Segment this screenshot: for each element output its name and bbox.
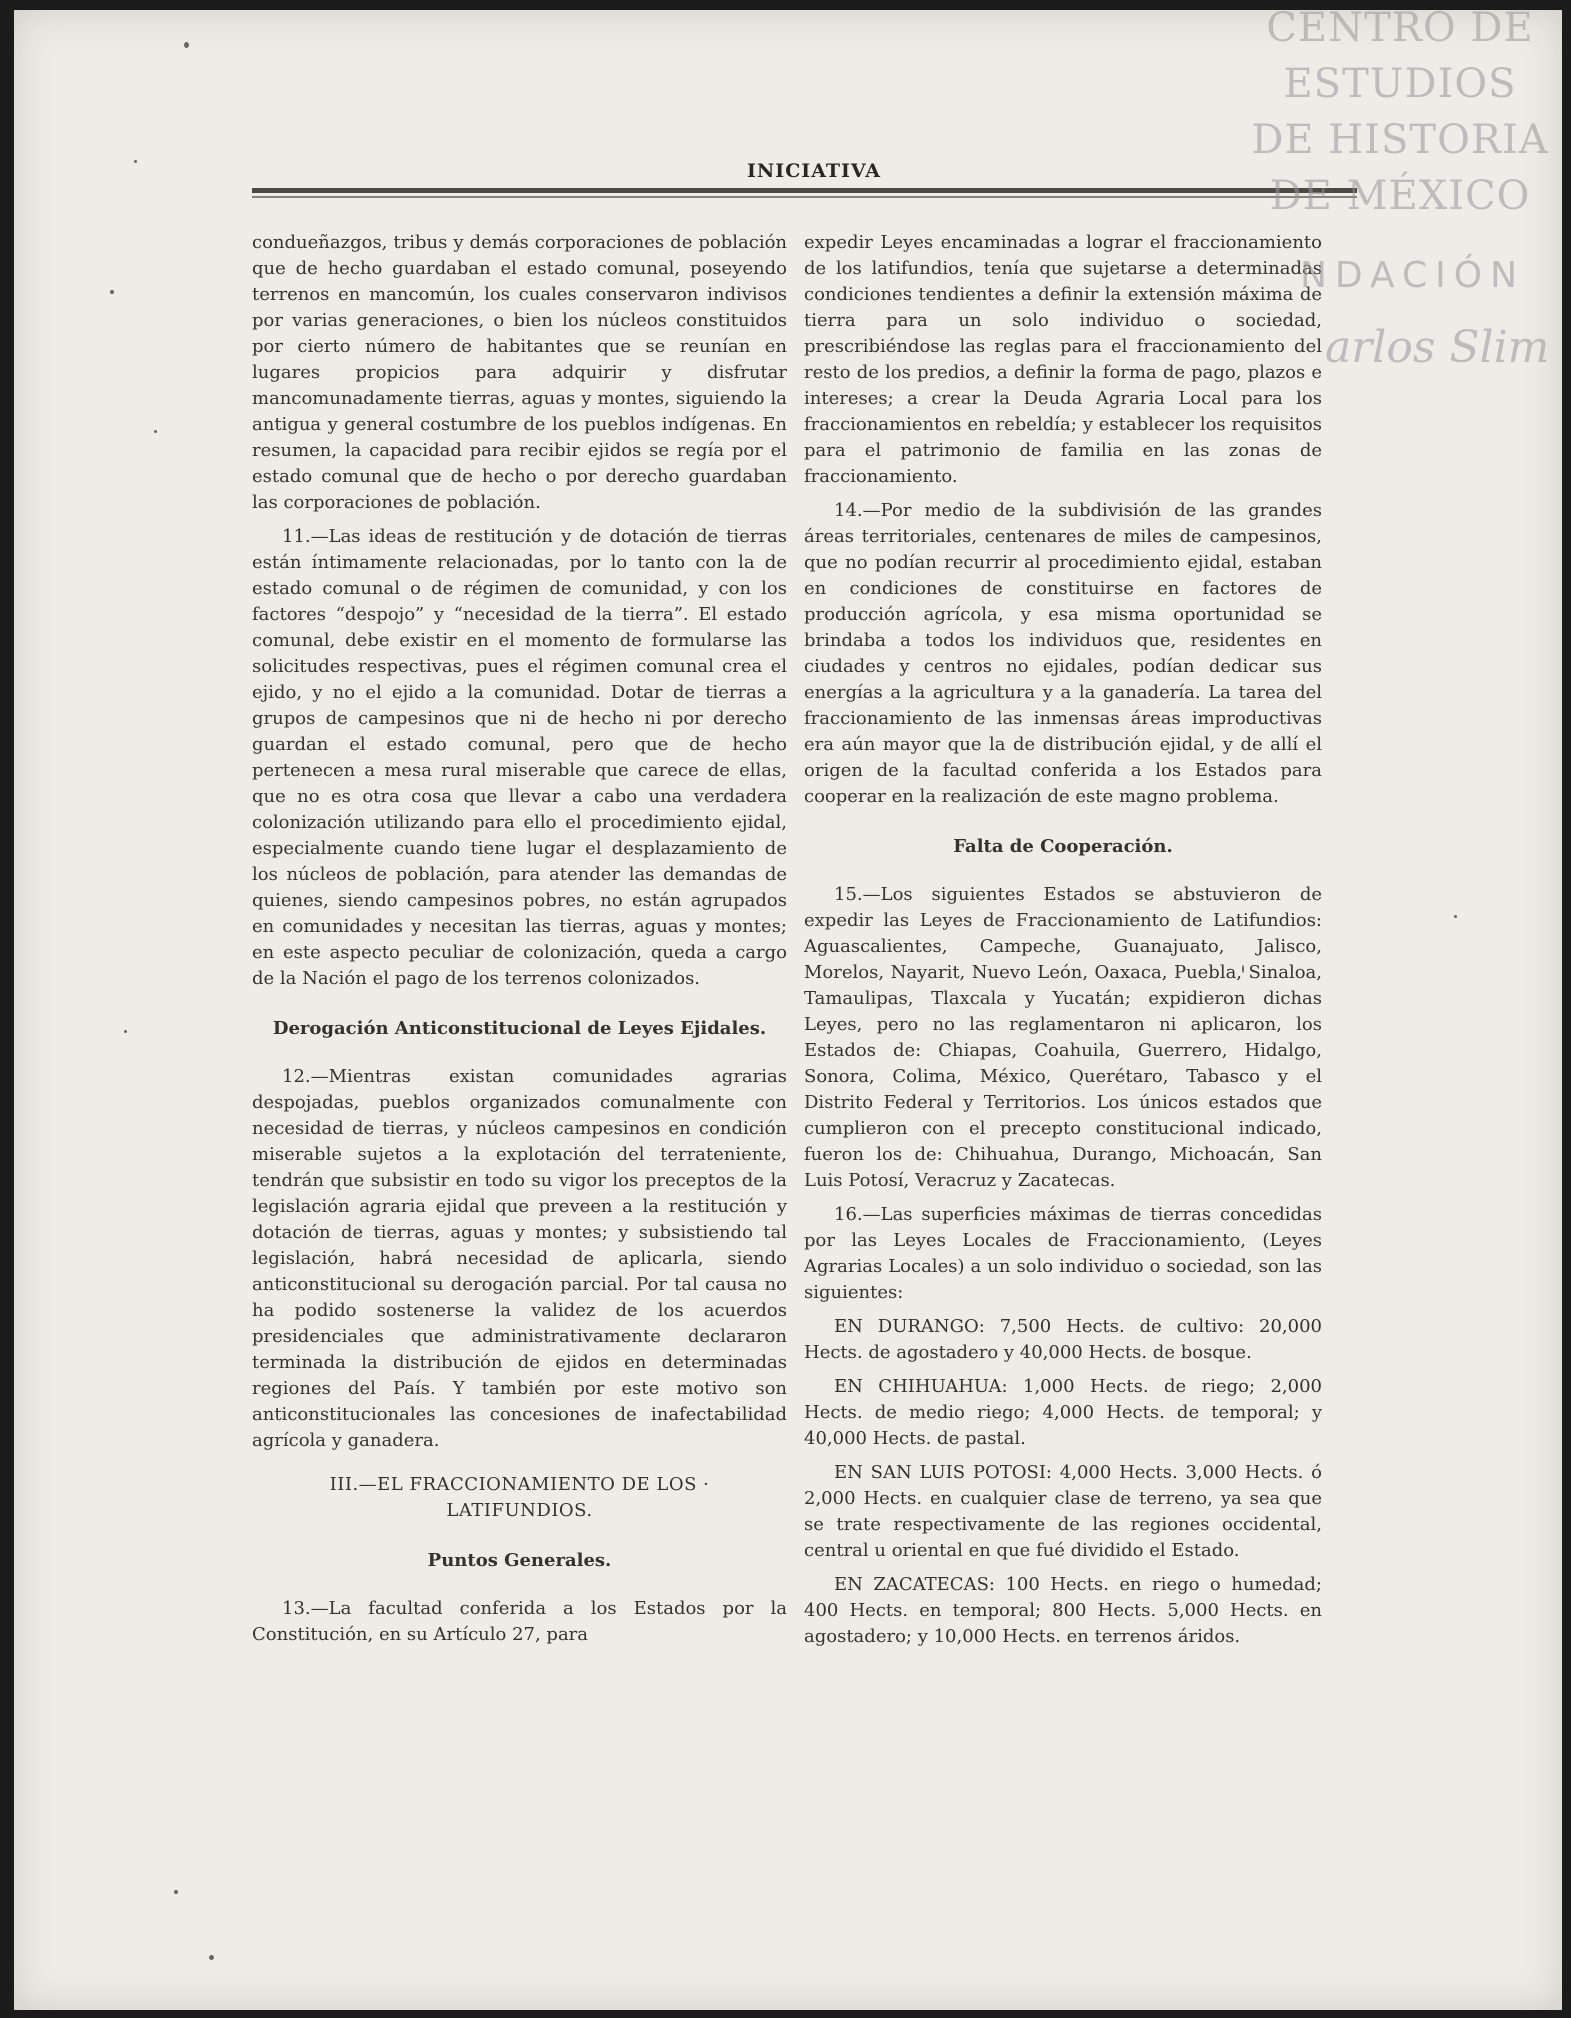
scan-speck — [174, 1890, 178, 1894]
left-column — [252, 230, 787, 1656]
header-rule — [252, 188, 1357, 193]
scan-speck — [209, 1955, 214, 1960]
scan-speck — [184, 42, 189, 48]
watermark-line-2: ESTUDIOS — [1283, 61, 1517, 107]
heading-derogacion: Derogación Anticonstitucional de Leyes Ejidales. — [272, 1018, 767, 1039]
watermark-line-3: DE HISTORIA — [1251, 117, 1549, 163]
scanned-page — [14, 10, 1562, 2010]
paragraph-chihuahua: EN CHIHUAHUA: 1,000 Hects. de riego; 2,000 Hects. de medio riego; 4,000 Hects. de temporal; y 40,000 Hects. de pastal. — [804, 1376, 1322, 1449]
scan-speck — [1454, 915, 1457, 918]
paragraph-12: 12.—Mientras existan comunidades agrarias despojadas, pueblos organizados comunalmente con necesidad de tierras, y núcleos campesinos en condición miserable sujetos a la explotación del terrateniente, tendrán que subsistir en todo su vigor los preceptos de la legislación agraria ejidal que preveen a la restitución y dotación de tierras, aguas y montes; y subsistiendo tal legislación, habrá necesidad de aplicarla, siendo anticonstitucional su derogación parcial. Por tal causa no ha podido sostenerse la validez de los acuerdos presidenciales que administrativamente declararon terminada la distribución de ejidos en determinadas regiones del País. Y también por este motivo son anticonstitucionales las concesiones de inafectabilidad agrícola y ganadera. — [252, 1066, 787, 1451]
paragraph-16: 16.—Las superficies máximas de tierras concedidas por las Leyes Locales de Fraccionamiento, (Leyes Agrarias Locales) a un solo individuo o sociedad, son las siguientes: — [804, 1204, 1322, 1303]
right-column — [804, 230, 1322, 1658]
heading-falta-cooperacion: Falta de Cooperación. — [953, 836, 1173, 857]
paragraph-13: 13.—La facultad conferida a los Estados por la Constitución, en su Artículo 27, para — [252, 1598, 787, 1645]
paragraph-15: 15.—Los siguientes Estados se abstuvieron de expedir las Leyes de Fraccionamiento de Latifundios: Aguascalientes, Campeche, Guanajuato, Jalisco, Morelos, Nayarit, Nuevo León, Oaxaca, Puebla, Sinaloa, Tamaulipas, Tlaxcala y Yucatán; expidieron dichas Leyes, pero no las reglamentaron ni aplicaron, los Estados de: Chiapas, Coahuila, Guerrero, Hidalgo, Sonora, Colima, México, Querétaro, Tabasco y el Distrito Federal y Territorios. Los únicos estados que cumplieron con el precepto constitucional indicado, fueron los de: Chihuahua, Durango, Michoacán, San Luis Potosí, Veracruz y Zacatecas. — [804, 884, 1322, 1191]
paragraph-durango: EN DURANGO: 7,500 Hects. de cultivo: 20,000 Hects. de agostadero y 40,000 Hects. de bosque. — [804, 1316, 1322, 1363]
paragraph-14: 14.—Por medio de la subdivisión de las grandes áreas territoriales, centenares de miles de campesinos, que no podían recurrir al procedimiento ejidal, estaban en condiciones de constituirse en factores de producción agrícola, y esa misma oportunidad se brindaba a todos los individuos que, residentes en ciudades y centros no ejidales, podían dedicar sus energías a la agricultura y a la ganadería. La tarea del fraccionamiento de las inmensas áreas improductivas era aún mayor que la de distribución ejidal, y de allí el origen de la facultad conferida a los Estados para cooperar en la realización de este magno problema. — [804, 500, 1322, 807]
paragraph-11: 11.—Las ideas de restitución y de dotación de tierras están íntimamente relacionadas, por lo tanto con la de estado comunal o de régimen de comunidad, y con los factores “despojo” y “necesidad de la tierra”. El estado comunal, debe existir en el momento de formularse las solicitudes respectivas, pues el régimen comunal crea el ejido, y no el ejido a la comunidad. Dotar de tierras a grupos de campesinos que ni de hecho ni por derecho guardan el estado comunal, pero que de hecho pertenecen a mesa rural miserable que carece de ellas, que no es otra cosa que llevar a cabo una verdadera colonización utilizando para ello el procedimiento ejidal, especialmente cuando tiene lugar el desplazamiento de los núcleos de población, para atender las demandas de quienes, siendo campesinos pobres, no están agrupados en comunidades y necesitan las tierras, aguas y montes; en este aspecto peculiar de colonización, queda a cargo de la Nación el pago de los terrenos colonizados. — [252, 526, 787, 989]
watermark-foundation: NDACIÓN — [1300, 255, 1526, 296]
scan-speck — [154, 430, 157, 433]
paragraph-san-luis-potosi: EN SAN LUIS POTOSI: 4,000 Hects. 3,000 Hects. ó 2,000 Hects. en cualquier clase de terreno, ya sea que se trate respectivamente de las regiones occidental, central u oriental en que fué dividido el Estado. — [804, 1462, 1322, 1561]
scan-speck — [134, 160, 137, 163]
header-rule-thin — [252, 196, 1357, 198]
paragraph-13-continued: expedir Leyes encaminadas a lograr el fraccionamiento de los latifundios, tenía que sujetarse a determinadas condiciones tendientes a definir la extensión máxima de tierra para un solo individuo o sociedad, prescribiéndose las reglas para el fraccionamiento del resto de los predios, a definir la forma de pago, plazos e intereses; a crear la Deuda Agraria Local para los fraccionamientos en rebeldía; y establecer los requisitos para el patrimonio de familia en las zonas de fraccionamiento. — [804, 232, 1322, 487]
scan-speck — [124, 1030, 127, 1033]
scan-speck — [110, 290, 114, 294]
paragraph-intro: condueñazgos, tribus y demás corporaciones de población que de hecho guardaban el estado comunal, poseyendo terrenos en mancomún, los cuales conservaron indivisos por varias generaciones, o bien los núcleos constituidos por cierto número de habitantes que se reunían en lugares propicios para adquirir y disfrutar mancomunadamente tierras, aguas y montes, siguiendo la antigua y general costumbre de los pueblos indígenas. En resumen, la capacidad para recibir ejidos se regía por el estado comunal que de hecho o por derecho guardaban las corporaciones de población. — [252, 232, 787, 513]
watermark-line-1: CENTRO DE — [1266, 5, 1534, 51]
heading-puntos-generales: Puntos Generales. — [427, 1550, 612, 1571]
section-iii-title: III.—EL FRACCIONAMIENTO DE LOS · LATIFUNDIOS. — [329, 1474, 710, 1521]
watermark-line-4: DE MÉXICO — [1269, 173, 1531, 219]
page-header-title: INICIATIVA — [747, 160, 881, 182]
paragraph-zacatecas: EN ZACATECAS: 100 Hects. en riego o humedad; 400 Hects. en temporal; 800 Hects. 5,000 Hects. en agostadero; y 10,000 Hects. en terrenos áridos. — [804, 1574, 1322, 1647]
watermark-signature: arlos Slim — [1325, 322, 1550, 373]
